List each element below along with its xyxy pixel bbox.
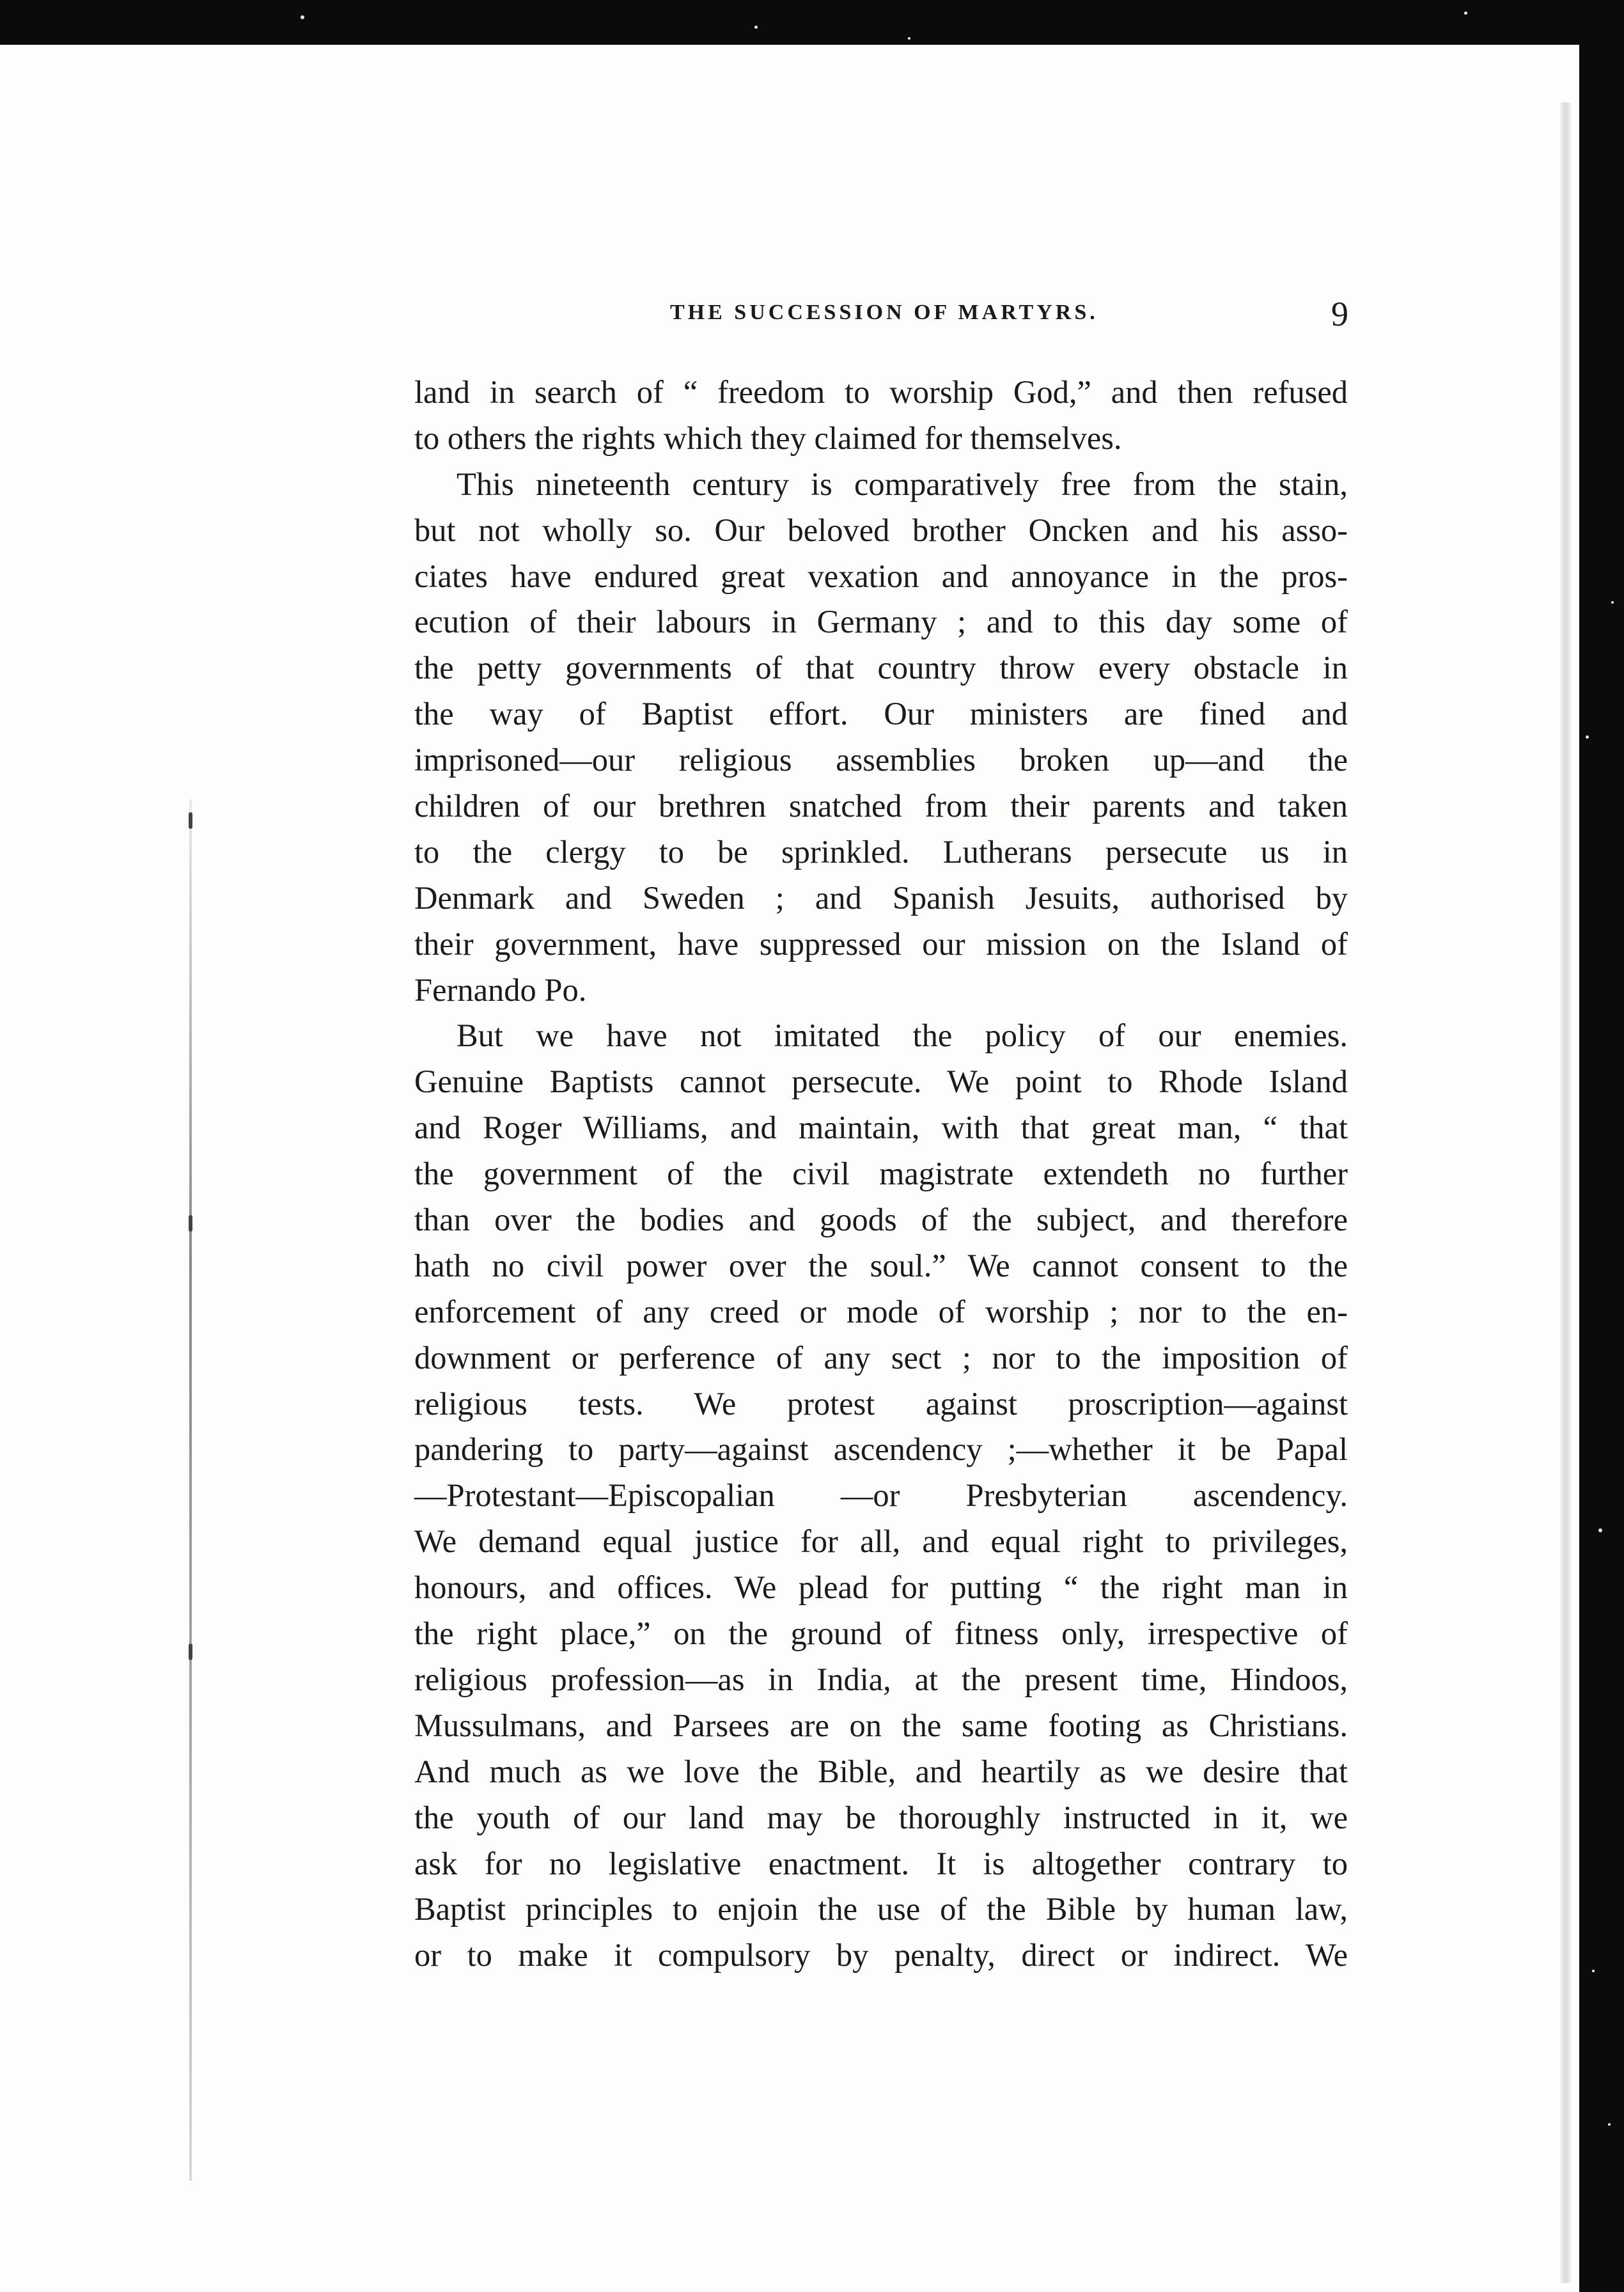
text-line: their government, have suppressed our mission on the Island of	[414, 925, 1348, 962]
text-line: enforcement of any creed or mode of worship ; nor to the en-	[414, 1293, 1348, 1330]
text-line: the way of Baptist effort. Our ministers are fined and	[414, 696, 1348, 732]
text-line: ciates have endured great vexation and annoyance in the pros-	[414, 558, 1348, 594]
text-line: imprisoned—our religious assemblies broken up—and the	[414, 742, 1348, 778]
text-line: the government of the civil magistrate extendeth no further	[414, 1156, 1348, 1192]
page-number: 9	[1331, 295, 1348, 333]
text-line: —Protestant—Episcopalian —or Presbyterian ascendency.	[414, 1477, 1348, 1514]
text-line: ecution of their labours in Germany ; and to this day some of	[414, 604, 1348, 640]
text-line: This nineteenth century is comparatively free from the stain,	[457, 466, 1348, 502]
scan-speck	[1586, 735, 1589, 739]
text-line: but not wholly so. Our beloved brother Oncken and his asso-	[414, 512, 1348, 548]
text-line: to others the rights which they claimed for themselves.	[414, 420, 1122, 456]
text-line: children of our brethren snatched from their parents and taken	[414, 788, 1348, 824]
text-line: than over the bodies and goods of the subject, and therefore	[414, 1202, 1348, 1238]
text-line: Mussulmans, and Parsees are on the same footing as Christians.	[414, 1707, 1348, 1743]
text-line: Genuine Baptists cannot persecute. We point to Rhode Island	[414, 1064, 1348, 1100]
scan-speck	[1608, 2123, 1611, 2126]
scan-speck	[1611, 601, 1614, 604]
body-text	[414, 370, 1348, 1979]
text-line: honours, and offices. We plead for putting “ the right man in	[414, 1569, 1348, 1606]
text-line: Fernando Po.	[414, 971, 587, 1008]
gutter-mark	[189, 812, 192, 829]
text-line: ask for no legislative enactment. It is altogether contrary to	[414, 1845, 1348, 1881]
text-line: hath no civil power over the soul.” We cannot consent to the	[414, 1247, 1348, 1283]
text-line: to the clergy to be sprinkled. Lutherans persecute us in	[414, 833, 1348, 870]
running-head: THE SUCCESSION OF MARTYRS.	[670, 301, 1098, 324]
text-line: Denmark and Sweden ; and Spanish Jesuits, authorised by	[414, 879, 1348, 916]
text-line: We demand equal justice for all, and equal right to privileges,	[414, 1523, 1348, 1560]
text-line: the petty governments of that country throw every obstacle in	[414, 650, 1348, 686]
text-line: downment or perference of any sect ; nor to the imposition of	[414, 1339, 1348, 1376]
scan-speck	[1592, 1970, 1595, 1972]
scan-speck	[301, 15, 304, 19]
text-line: religious profession—as in India, at the present time, Hindoos,	[414, 1661, 1348, 1697]
text-line: the youth of our land may be thoroughly instructed in it, we	[414, 1799, 1348, 1835]
scan-speck	[908, 37, 910, 40]
text-line: the right place,” on the ground of fitness only, irrespective of	[414, 1615, 1348, 1652]
text-line: and Roger Williams, and maintain, with that great man, “ that	[414, 1110, 1348, 1146]
text-line: And much as we love the Bible, and heartily as we desire that	[414, 1753, 1348, 1789]
text-line: Baptist principles to enjoin the use of the Bible by human law,	[414, 1891, 1348, 1927]
text-line: religious tests. We protest against proscription—against	[414, 1385, 1348, 1422]
gutter-line	[189, 799, 192, 2181]
page-edge-shadow	[1560, 102, 1572, 2283]
scan-speck	[754, 26, 758, 29]
text-line: or to make it compulsory by penalty, direct or indirect. We	[414, 1937, 1348, 1974]
text-line: But we have not imitated the policy of our enemies.	[457, 1017, 1348, 1054]
scan-speck	[1598, 1528, 1602, 1532]
gutter-mark	[189, 1644, 192, 1660]
text-line: land in search of “ freedom to worship God,” and then refused	[414, 374, 1348, 410]
gutter-mark	[189, 1215, 192, 1232]
text-line: pandering to party—against ascendency ;—whether it be Papal	[414, 1431, 1348, 1468]
scan-speck	[1464, 12, 1467, 15]
